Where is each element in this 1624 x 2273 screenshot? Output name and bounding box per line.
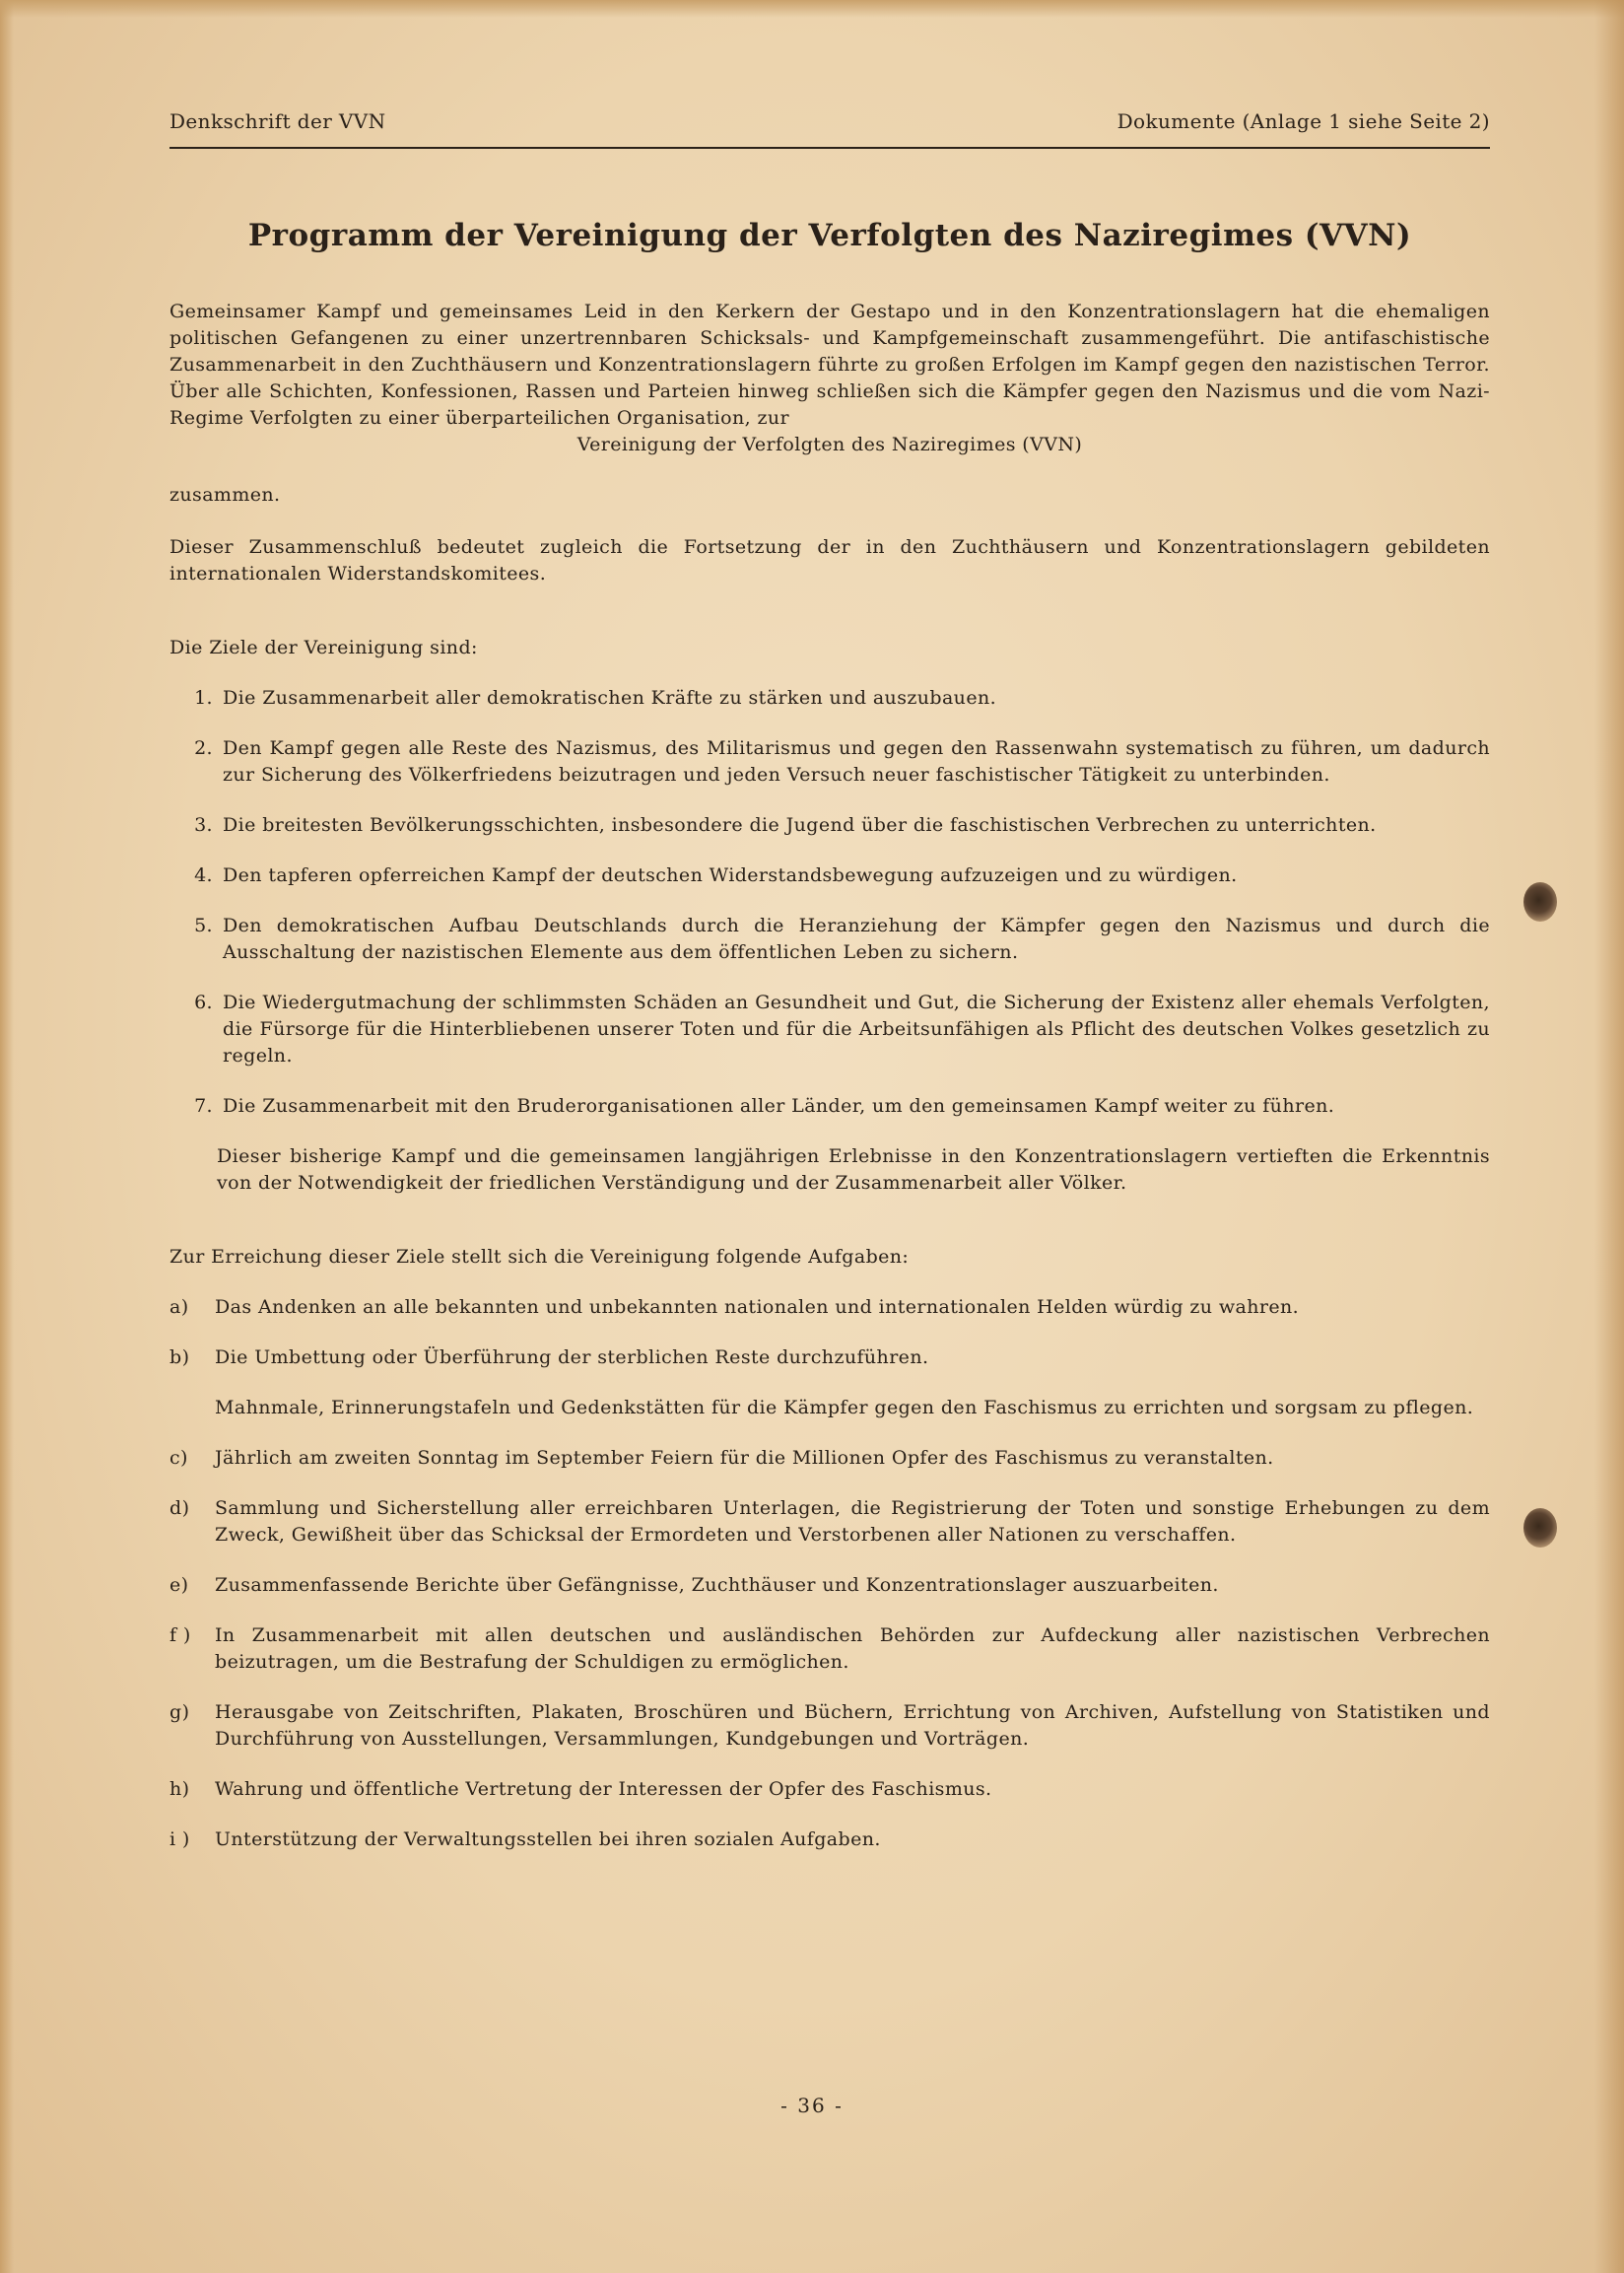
goal-text: Die Zusammenarbeit mit den Bruderorganisationen aller Länder, um den gemeinsamen Kampf weiter zu führen. (223, 1095, 1335, 1117)
task-marker: c) (169, 1447, 188, 1469)
task-item (169, 1495, 1490, 1549)
task-marker: d) (169, 1497, 190, 1519)
punch-hole-lower (1523, 1508, 1557, 1548)
task-item (169, 1344, 1490, 1371)
page-number: - 36 - (780, 2094, 844, 2117)
goal-text: Den tapferen opferreichen Kampf der deutschen Widerstandsbewegung aufzuzeigen und zu würdigen. (223, 864, 1238, 886)
task-text: Wahrung und öffentliche Vertretung der Interessen der Opfer des Faschismus. (215, 1778, 992, 1800)
task-text: Jährlich am zweiten Sonntag im September Feiern für die Millionen Opfer des Faschismus zu veranstalten. (215, 1447, 1274, 1469)
task-marker: g) (169, 1701, 190, 1723)
goals-list (169, 685, 1490, 1197)
task-marker: f ) (169, 1624, 191, 1646)
task-marker: i ) (169, 1828, 190, 1850)
task-text: Unterstützung der Verwaltungsstellen bei ihren sozialen Aufgaben. (215, 1828, 881, 1850)
task-text: Sammlung und Sicherstellung aller erreichbaren Unterlagen, die Registrierung der Toten und sonstige Erhebungen zu dem Zweck, Gewißheit über das Schicksal der Ermordeten und Verstorbenen aller Nationen zu verschaffen. (215, 1497, 1490, 1546)
document-content (169, 108, 1490, 1877)
task-marker: a) (169, 1296, 189, 1318)
task-b-subparagraph: Mahnmale, Erinnerungstafeln und Gedenkstätten für die Kämpfer gegen den Faschismus zu errichten und sorgsam zu pflegen. (215, 1397, 1474, 1418)
punch-hole-upper (1523, 882, 1557, 922)
task-item (169, 1622, 1490, 1676)
task-item (169, 1699, 1490, 1753)
paper-edge-top (0, 0, 1624, 18)
task-text: In Zusammenarbeit mit allen deutschen und ausländischen Behörden zur Aufdeckung aller nazistischen Verbrechen beizutragen, um die Bestrafung der Schuldigen zu ermöglichen. (215, 1624, 1490, 1673)
task-item (169, 1776, 1490, 1803)
goal-item (169, 1093, 1490, 1120)
task-item (169, 1826, 1490, 1853)
tasks-heading: Zur Erreichung dieser Ziele stellt sich die Vereinigung folgende Aufgaben: (169, 1246, 910, 1268)
goals-heading: Die Ziele der Vereinigung sind: (169, 637, 478, 658)
goals-closing-paragraph: Dieser bisherige Kampf und die gemeinsamen langjährigen Erlebnisse in den Konzentrationslagern vertieften die Erkenntnis von der Notwendigkeit der friedlichen Verständigung und der Zusammenarbeit aller Völker. (217, 1145, 1490, 1194)
goal-text: Die Zusammenarbeit aller demokratischen Kräfte zu stärken und auszubauen. (223, 687, 997, 709)
task-marker: b) (169, 1346, 190, 1368)
intro-continuation: zusammen. (169, 484, 281, 506)
goal-item (169, 735, 1490, 789)
goal-item (169, 685, 1490, 712)
goal-text: Den demokratischen Aufbau Deutschlands durch die Heranziehung der Kämpfer gegen den Nazismus und durch die Ausschaltung der nazistischen Elemente aus dem öffentlichen Leben zu sichern. (223, 915, 1490, 963)
task-marker: h) (169, 1778, 190, 1800)
header-right: Dokumente (Anlage 1 siehe Seite 2) (1116, 109, 1490, 133)
task-text: Zusammenfassende Berichte über Gefängnisse, Zuchthäuser und Konzentrationslager auszuarbeiten. (215, 1574, 1219, 1596)
goal-item (169, 990, 1490, 1069)
page-title: Programm der Vereinigung der Verfolgten des Naziregimes (VVN) (247, 218, 1412, 253)
intro-paragraph-2: Dieser Zusammenschluß bedeutet zugleich die Fortsetzung der in den Zuchthäusern und Konzentrationslagern gebildeten internationalen Widerstandskomitees. (169, 536, 1490, 585)
goal-marker: 2. (194, 737, 213, 759)
task-item (169, 1294, 1490, 1321)
goal-text: Den Kampf gegen alle Reste des Nazismus, des Militarismus und gegen den Rassenwahn systematisch zu führen, um dadurch zur Sicherung des Völkerfriedens beizutragen und jeden Versuch neuer faschistischer Tätigkeit zu unterbinden. (223, 737, 1490, 786)
task-text: Die Umbettung oder Überführung der sterblichen Reste durchzuführen. (215, 1346, 929, 1368)
task-text: Das Andenken an alle bekannten und unbekannten nationalen und internationalen Helden würdig zu wahren. (215, 1296, 1300, 1318)
goal-item (169, 812, 1490, 839)
goal-marker: 3. (194, 814, 213, 836)
paper-edge-right (1594, 0, 1624, 2273)
goal-marker: 5. (194, 915, 213, 936)
task-marker: e) (169, 1574, 189, 1596)
goal-text: Die Wiedergutmachung der schlimmsten Schäden an Gesundheit und Gut, die Sicherung der Existenz aller ehemals Verfolgten, die Fürsorge für die Hinterbliebenen unserer Toten und für die Arbeitsunfähigen als Pflicht des deutschen Volkes gesetzlich zu regeln. (223, 992, 1490, 1067)
task-item (169, 1445, 1490, 1472)
running-header (169, 108, 1490, 149)
goal-marker: 4. (194, 864, 213, 886)
header-left: Denkschrift der VVN (169, 109, 386, 133)
goal-item (169, 862, 1490, 889)
goal-marker: 1. (194, 687, 213, 709)
paper-edge-left (0, 0, 14, 2273)
goal-text: Die breitesten Bevölkerungsschichten, insbesondere die Jugend über die faschistischen Verbrechen zu unterrichten. (223, 814, 1377, 836)
task-text: Herausgabe von Zeitschriften, Plakaten, Broschüren und Büchern, Errichtung von Archiven, Aufstellung von Statistiken und Durchführung von Ausstellungen, Versammlungen, Kundgebungen und Vorträgen. (215, 1701, 1490, 1750)
intro-paragraph: Gemeinsamer Kampf und gemeinsames Leid in den Kerkern der Gestapo und in den Konzentrationslagern hat die ehemaligen politischen Gefangenen zu einer unzertrennbaren Schicksals- und Kampfgemeinschaft zusammengeführt. Die antifaschistische Zusammenarbeit in den Zuchthäusern und Konzentrationslagern führte zu großen Erfolgen im Kampf gegen den nazistischen Terror. Über alle Schichten, Konfessionen, Rassen und Parteien hinweg schließen sich die Kämpfer gegen den Nazismus und die vom Nazi-Regime Verfolgten zu einer überparteilichen Organisation, zur (169, 301, 1490, 429)
goal-item (169, 913, 1490, 966)
goal-marker: 6. (194, 992, 213, 1013)
task-item (169, 1572, 1490, 1599)
tasks-list (169, 1294, 1490, 1853)
goal-marker: 7. (194, 1095, 213, 1117)
organization-name-line: Vereinigung der Verfolgten des Naziregimes (VVN) (576, 434, 1083, 455)
